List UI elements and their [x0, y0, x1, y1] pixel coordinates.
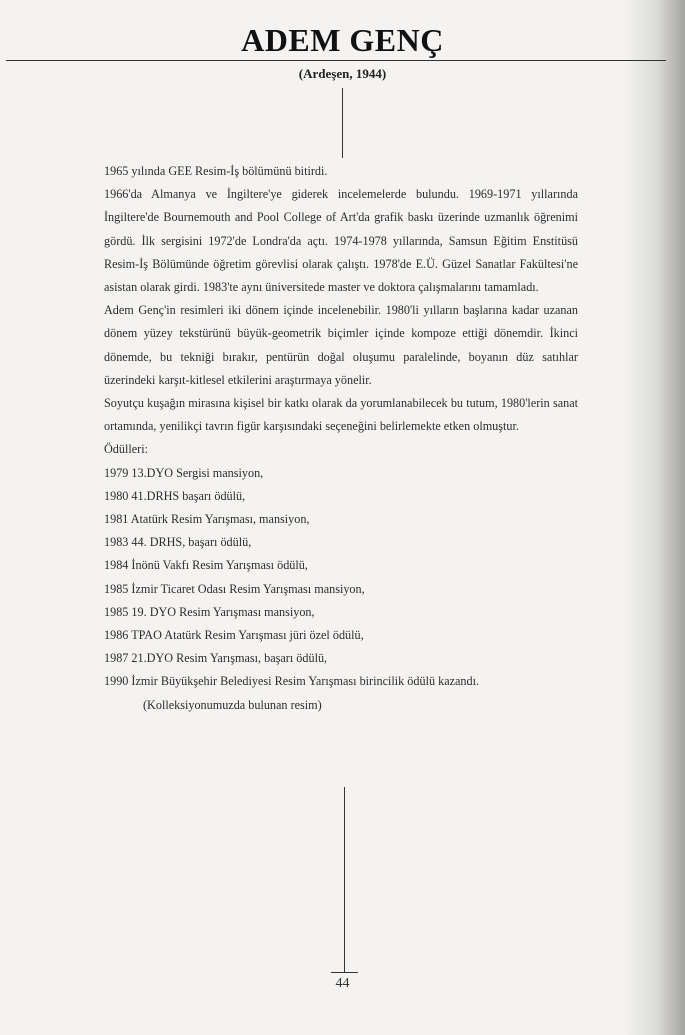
award-item: 1981 Atatürk Resim Yarışması, mansiyon,	[104, 512, 310, 527]
bio-paragraph: Soyutçu kuşağın mirasına kişisel bir katkı olarak da yorumlanabilecek bu tutum, 1980'lerin sanat ortamında, yenilikçi tavrın figür karşısındaki seçeneğini belirlemekte etken olmuştur.	[104, 396, 578, 434]
award-item: 1986 TPAO Atatürk Resim Yarışması jüri özel ödülü,	[104, 628, 364, 643]
artist-birthplace-year: (Ardeşen, 1944)	[298, 66, 387, 81]
award-item: 1985 19. DYO Resim Yarışması mansiyon,	[104, 604, 315, 619]
award-item: 1985 İzmir Ticaret Odası Resim Yarışması mansiyon,	[104, 581, 365, 596]
bio-paragraph: 1966'da Almanya ve İngiltere'ye giderek incelemelerde bulundu. 1969-1971 yıllarında İngiltere'de Bournemouth and Pool College of Art'da grafik baskı üzerinde uzmanlık öğrenimi gördü. İlk sergisini 1972'de Londra'da açtı. 1974-1978 yıllarında, Samsun Eğitim Enstitüsü Resim-İş Bölümünde öğretim görevlisi olarak çalıştı. 1978'de E.Ü. Güzel Sanatlar Fakültesi'ne asistan olarak girdi. 1983'te aynı üniversitede master ve doktora çalışmalarını tamamladı.	[104, 187, 578, 295]
page-number: 44	[335, 976, 350, 991]
biography-text	[104, 160, 578, 717]
award-item: 1987 21.DYO Resim Yarışması, başarı ödülü,	[104, 651, 328, 666]
award-item: 1980 41.DRHS başarı ödülü,	[104, 488, 246, 503]
image-caption: (Kolleksiyonumuzda bulunan resim)	[143, 697, 322, 712]
bio-paragraph: 1965 yılında GEE Resim-İş bölümünü bitirdi.	[104, 164, 328, 178]
awards-list	[104, 462, 578, 694]
page-edge-shadow	[625, 0, 685, 1035]
award-item: 1979 13.DYO Sergisi mansiyon,	[104, 465, 264, 480]
awards-heading: Ödülleri:	[104, 442, 149, 457]
award-item: 1990 İzmir Büyükşehir Belediyesi Resim Yarışması birincilik ödülü kazandı.	[104, 674, 480, 689]
page-title: ADEM GENÇ	[241, 22, 444, 58]
award-item: 1984 İnönü Vakfı Resim Yarışması ödülü,	[104, 558, 308, 573]
title-underline	[6, 60, 666, 61]
award-item: 1983 44. DRHS, başarı ödülü,	[104, 535, 252, 550]
bio-paragraph: Adem Genç'in resimleri iki dönem içinde incelenebilir. 1980'li yılların başlarına kadar uzanan dönem yüzey tekstürünü büyük-geometrik biçimler içinde kompoze ettiği dönemdir. İkinci dönemde, bu tekniği bırakır, pentürün doğal oluşumu paralelinde, boyanın düz satıhlar üzerindeki karşıt-kitlesel etkilerini araştırmaya yönelir.	[104, 303, 578, 387]
page-number-rule	[331, 972, 358, 973]
top-vertical-rule	[342, 88, 343, 158]
bottom-vertical-rule	[344, 787, 345, 973]
